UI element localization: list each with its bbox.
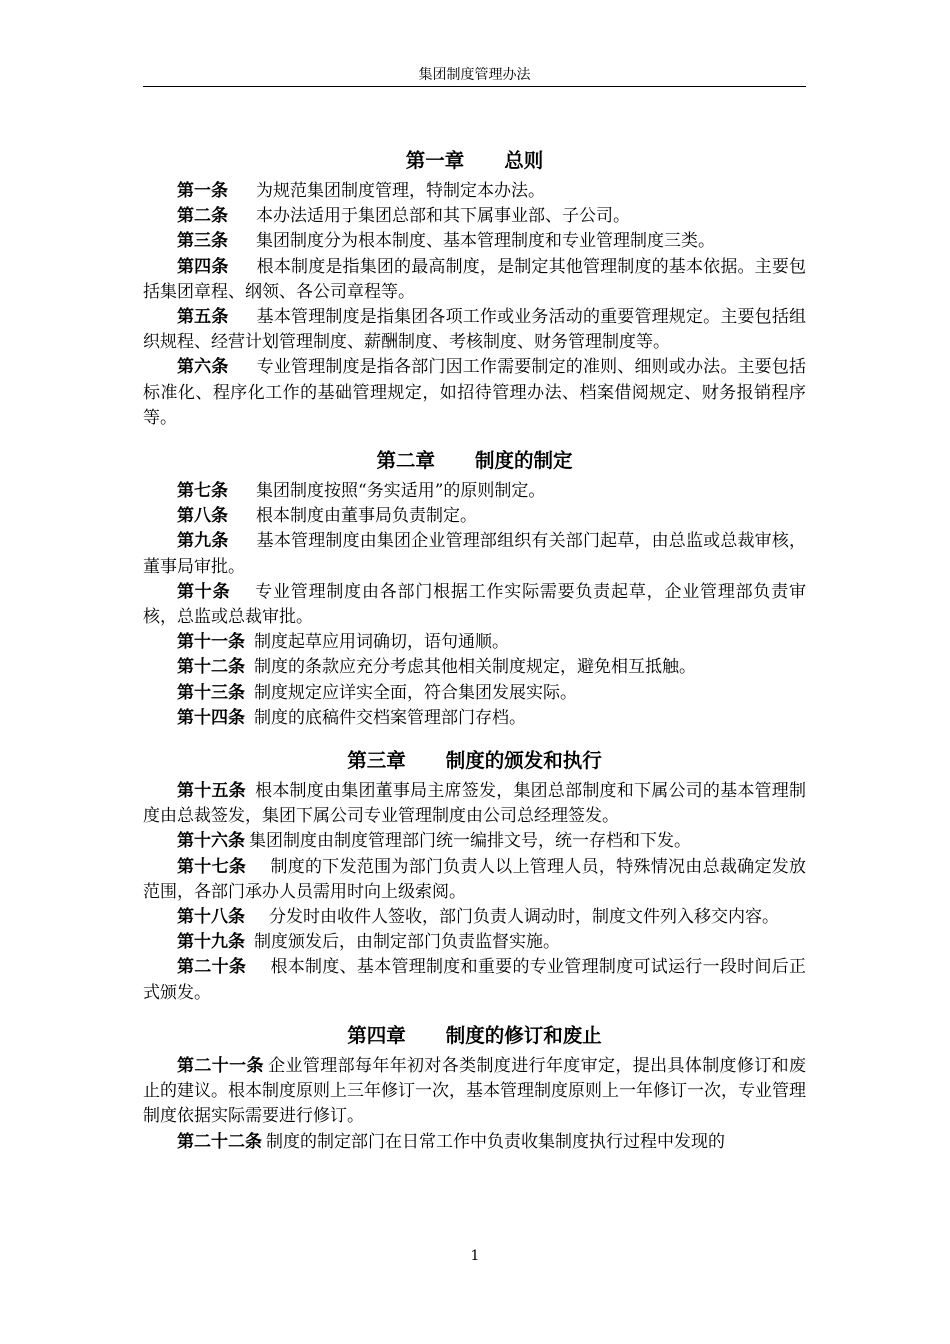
article-label: 第四条 [177,256,229,277]
article-label: 第十七条 [177,856,247,877]
chapter-label: 第四章 [347,1023,406,1047]
article [143,706,806,731]
article-text: 集团制度按照“务实适用”的原则制定。 [256,481,546,502]
article [143,630,806,655]
chapter-1-title [143,146,806,176]
article-text: 根本制度、基本管理制度和重要的专业管理制度可试运行一段时间后正式颁发。 [143,957,807,1003]
chapter-name: 总则 [504,149,544,172]
article-text: 制度的底稿件交档案管理部门存档。 [254,707,526,728]
chapter-label: 第一章 [405,149,465,172]
article-label: 第八条 [177,506,228,527]
article-text: 专业管理制度由各部门根据工作实际需要负责起草，企业管理部负责审核，总监或总裁审批。 [143,581,807,628]
article [143,681,806,706]
article [143,580,806,630]
article [143,179,806,204]
article-text: 为规范集团制度管理，特制定本办法。 [256,181,545,201]
article-label: 第七条 [177,481,228,502]
article [143,305,806,355]
article-text: 根本制度是指集团的最高制度，是制定其他管理制度的基本依据。主要包括集团章程、纲领、各公司章程等。 [143,256,806,302]
article [143,905,806,930]
article [143,829,806,854]
article [143,204,806,229]
article-label: 第十五条 [177,781,246,802]
article-label: 第五条 [177,307,229,328]
article-label: 第十九条 [177,932,245,953]
chapter-name: 制度的制定 [475,449,573,473]
header-rule [143,86,806,87]
article-label: 第十六条 [177,831,245,852]
article-label: 第六条 [177,357,229,378]
article-label: 第一条 [177,181,228,201]
chapter-name: 制度的颁发和执行 [445,749,602,773]
article-label: 第十二条 [177,657,245,678]
article-label: 第十三条 [177,682,245,703]
article-text: 根本制度由集团董事局主席签发，集团总部制度和下属公司的基本管理制度由总裁签发，集团下属公司专业管理制度由公司总经理签发。 [143,781,807,827]
article-text: 专业管理制度是指各部门因工作需要制定的准则、细则或办法。主要包括标准化、程序化工作的基础管理规定，如招待管理办法、档案借阅规定、财务报销程序等。 [143,357,806,428]
article-text: 制度的制定部门在日常工作中负责收集制度执行过程中发现的 [266,1131,725,1152]
article-text: 制度的条款应充分考虑其他相关制度规定，避免相互抵触。 [254,657,696,678]
article-text: 基本管理制度由集团企业管理部组织有关部门起草，由总监或总裁审核，董事局审批。 [143,531,806,577]
article [143,504,806,529]
article-text: 根本制度由董事局负责制定。 [256,506,477,527]
article-label: 第二十一条 [177,1055,264,1076]
article-text: 制度的下发范围为部门负责人以上管理人员，特殊情况由总裁确定发放范围，各部门承办人员需用时向上级索阅。 [143,856,807,902]
article [143,479,806,504]
chapter-label: 第三章 [347,749,406,773]
article-label: 第十四条 [177,707,245,728]
article-label: 第三条 [177,231,228,252]
article [143,955,806,1005]
article [143,1054,806,1130]
article-text: 本办法适用于集团总部和其下属事业部、子公司。 [256,206,630,227]
chapter-2-title [143,446,806,476]
page-header: 集团制度管理办法 [418,67,531,83]
article-label: 第二条 [177,206,228,227]
article-label: 第十八条 [177,907,245,928]
article-label: 第十条 [177,581,231,602]
article-label: 第二十条 [177,957,247,978]
article-text: 分发时由收件人签收，部门负责人调动时，制度文件列入移交内容。 [269,907,779,928]
article-text: 集团制度分为根本制度、基本管理制度和专业管理制度三类。 [256,231,715,252]
article [143,655,806,680]
article-text: 制度颁发后，由制定部门负责监督实施。 [254,932,560,953]
article [143,229,806,254]
chapter-4-title [143,1021,806,1051]
article [143,255,806,305]
article [143,930,806,955]
article [143,1130,806,1155]
article [143,779,806,829]
article-text: 企业管理部每年年初对各类制度进行年度审定，提出具体制度修订和废止的建议。根本制度原则上三年修订一次，基本管理制度原则上一年修订一次，专业管理制度依据实际需要进行修订。 [143,1055,807,1127]
chapter-label: 第二章 [376,449,435,473]
article-text: 制度规定应详实全面，符合集团发展实际。 [254,682,577,703]
document-body [143,146,806,1155]
article-text: 制度起草应用词确切，语句通顺。 [254,632,509,653]
page-number: 1 [470,1248,480,1264]
article-text: 基本管理制度是指集团各项工作或业务活动的重要管理规定。主要包括组织规程、经营计划管理制度、薪酬制度、考核制度、财务管理制度等。 [143,307,806,353]
article [143,529,806,579]
article-label: 第九条 [177,531,229,552]
article-label: 第十一条 [177,632,245,653]
chapter-3-title [143,746,806,776]
article [143,855,806,905]
article-label: 第二十二条 [177,1131,262,1152]
article [143,355,806,431]
chapter-name: 制度的修订和废止 [445,1023,602,1047]
article-text: 集团制度由制度管理部门统一编排文号，统一存档和下发。 [249,831,691,852]
